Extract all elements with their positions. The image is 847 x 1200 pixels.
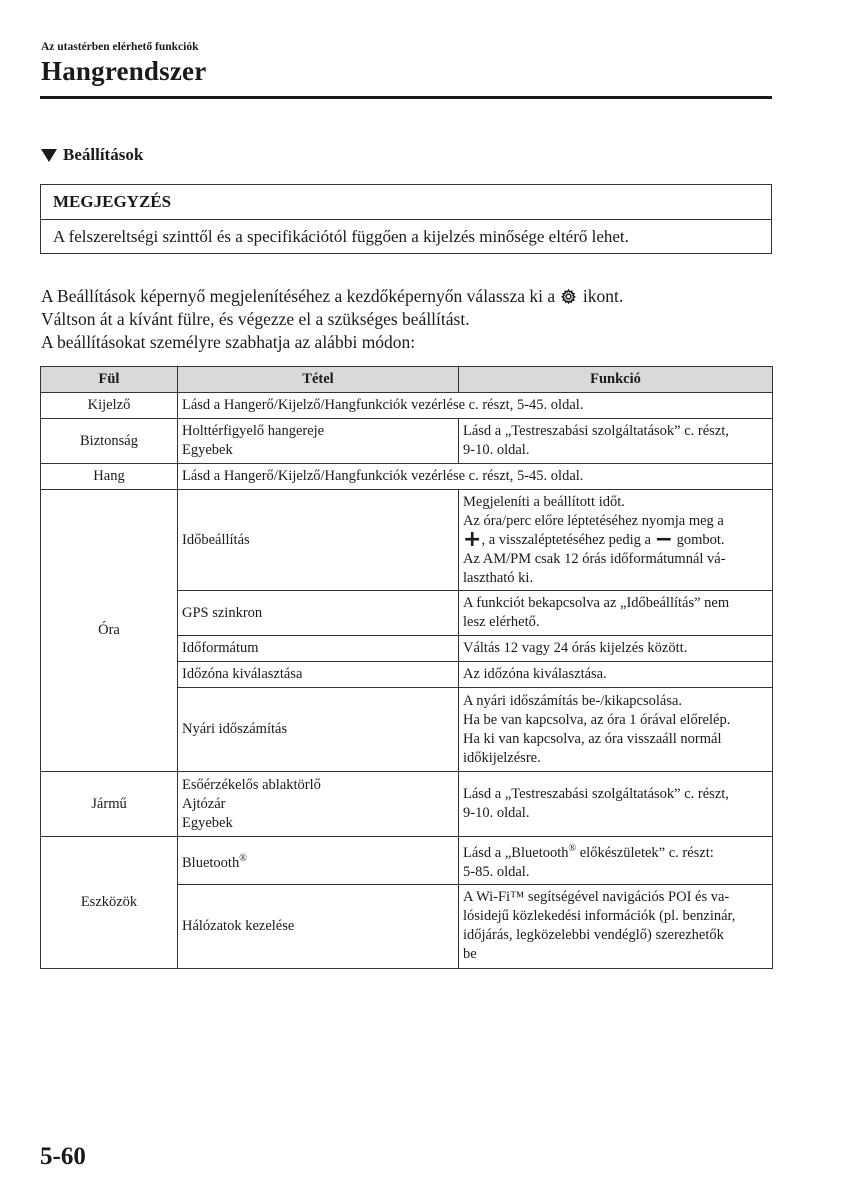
table-row	[41, 772, 773, 837]
function-line: időkijelzésre.	[463, 749, 541, 766]
function-text: , a visszaléptetéséhez pedig a	[481, 531, 651, 548]
registered-mark: ®	[239, 852, 247, 864]
intro-line-3: A beállításokat személyre szabhatja az alábbi módon:	[41, 332, 416, 352]
function-cell-nyari	[459, 688, 773, 772]
header-function: Funkció	[459, 367, 773, 393]
table-row	[41, 464, 773, 490]
function-line: Az AM/PM csak 12 órás időformátumnál vá-	[463, 550, 726, 567]
section-heading	[41, 145, 143, 165]
note-label: MEGJEGYZÉS	[41, 185, 771, 220]
item-cell-idoformatum: Időformátum	[178, 636, 459, 662]
item-cell-idozona: Időzóna kiválasztása	[178, 662, 459, 688]
function-cell-idobeallitas	[459, 490, 773, 591]
tab-cell-ora: Óra	[41, 490, 178, 772]
title-rule	[40, 96, 772, 99]
merged-cell-hang: Lásd a Hangerő/Kijelző/Hangfunkciók vezérlése c. részt, 5-45. oldal.	[178, 464, 773, 490]
item-cell-bluetooth	[178, 837, 459, 885]
intro-text	[41, 285, 623, 354]
function-line: időjárás, legközelebbi vendéglő) szerezhetők	[463, 927, 724, 944]
item-line: Esőérzékelős ablaktörlő	[182, 776, 321, 793]
tab-cell-biztonsag: Biztonság	[41, 419, 178, 464]
function-text: előkészületek” c. részt:	[576, 844, 714, 861]
item-line: Ajtózár	[182, 795, 226, 812]
function-cell-bluetooth	[459, 837, 773, 885]
function-line: lósidejű közlekedési információk (pl. benzinár,	[463, 908, 736, 925]
function-line: lesz elérhető.	[463, 614, 540, 630]
header-item: Tétel	[178, 367, 459, 393]
merged-cell-kijelzo: Lásd a Hangerő/Kijelző/Hangfunkciók vezérlése c. részt, 5-45. oldal.	[178, 393, 773, 419]
function-line: 5-85. oldal.	[463, 863, 530, 880]
item-line: Egyebek	[182, 442, 233, 458]
function-text: Lásd a „Bluetooth	[463, 844, 569, 861]
intro-line-1-pre: A Beállítások képernyő megjelenítéséhez a kezdőképernyőn válassza ki a	[41, 286, 556, 306]
section-heading-text: Beállítások	[63, 145, 144, 164]
table-row	[41, 490, 773, 591]
registered-mark: ®	[568, 843, 577, 854]
settings-table	[40, 366, 773, 969]
tab-cell-eszkozok: Eszközök	[41, 837, 178, 969]
function-cell-biztonsag	[459, 419, 773, 464]
function-cell-idozona: Az időzóna kiválasztása.	[459, 662, 773, 688]
function-line	[463, 526, 768, 552]
tab-cell-jarmu: Jármű	[41, 772, 178, 837]
item-cell-jarmu	[178, 772, 459, 837]
item-cell-idobeallitas: Időbeállítás	[178, 490, 459, 591]
function-line: Megjeleníti a beállított időt.	[463, 493, 625, 510]
gear-icon	[561, 289, 576, 304]
function-text: gombot.	[676, 531, 725, 548]
intro-line-2: Váltson át a kívánt fülre, és végezze el a szükséges beállítást.	[41, 309, 470, 329]
item-text: Bluetooth	[182, 854, 240, 871]
page-number: 5-60	[40, 1143, 86, 1170]
item-line: Egyebek	[182, 814, 233, 831]
table-row	[41, 837, 773, 885]
function-cell-gps	[459, 591, 773, 636]
page-title: Hangrendszer	[41, 56, 207, 86]
tab-cell-hang: Hang	[41, 464, 178, 490]
function-cell-idoformatum: Váltás 12 vagy 24 órás kijelzés között.	[459, 636, 773, 662]
tab-cell-kijelzo: Kijelző	[41, 393, 178, 419]
minus-icon: −	[654, 526, 673, 552]
function-line: A nyári időszámítás be-/kikapcsolása.	[463, 692, 683, 709]
header-tab: Fül	[41, 367, 178, 393]
intro-line-1	[41, 285, 623, 308]
function-line: 9-10. oldal.	[463, 442, 530, 458]
item-line: Holttérfigyelő hangereje	[182, 423, 325, 439]
intro-line-1-post: ikont.	[582, 286, 624, 306]
function-cell-halozatok	[459, 884, 773, 968]
note-text: A felszereltségi szinttől és a specifikációtól függően a kijelzés minősége eltérő lehet.	[53, 227, 629, 246]
function-line: A Wi-Fi™ segítségével navigációs POI és va-	[463, 889, 730, 906]
function-line: Az óra/perc előre léptetéséhez nyomja meg a	[463, 512, 724, 529]
function-cell-jarmu	[459, 772, 773, 837]
table-row	[41, 393, 773, 419]
item-cell-nyari: Nyári időszámítás	[178, 688, 459, 772]
function-line: Ha ki van kapcsolva, az óra visszaáll normál	[463, 730, 722, 747]
note-box	[40, 184, 772, 254]
function-line: be	[463, 946, 477, 963]
function-line	[463, 839, 768, 863]
function-line: lasztható ki.	[463, 569, 534, 586]
function-line: Lásd a „Testreszabási szolgáltatások” c. részt,	[463, 786, 729, 802]
function-line: 9-10. oldal.	[463, 805, 530, 821]
function-line: A funkciót bekapcsolva az „Időbeállítás” nem	[463, 595, 730, 611]
function-line: Lásd a „Testreszabási szolgáltatások” c. részt,	[463, 423, 729, 439]
table-header-row	[41, 367, 773, 393]
item-cell-biztonsag	[178, 419, 459, 464]
running-head: Az utastérben elérhető funkciók	[41, 41, 199, 53]
plus-icon: +	[463, 526, 482, 552]
item-cell-gps: GPS szinkron	[178, 591, 459, 636]
table-row	[41, 419, 773, 464]
triangle-down-icon	[41, 149, 57, 162]
function-line: Ha be van kapcsolva, az óra 1 órával előrelép.	[463, 711, 731, 728]
item-cell-halozatok: Hálózatok kezelése	[178, 884, 459, 968]
